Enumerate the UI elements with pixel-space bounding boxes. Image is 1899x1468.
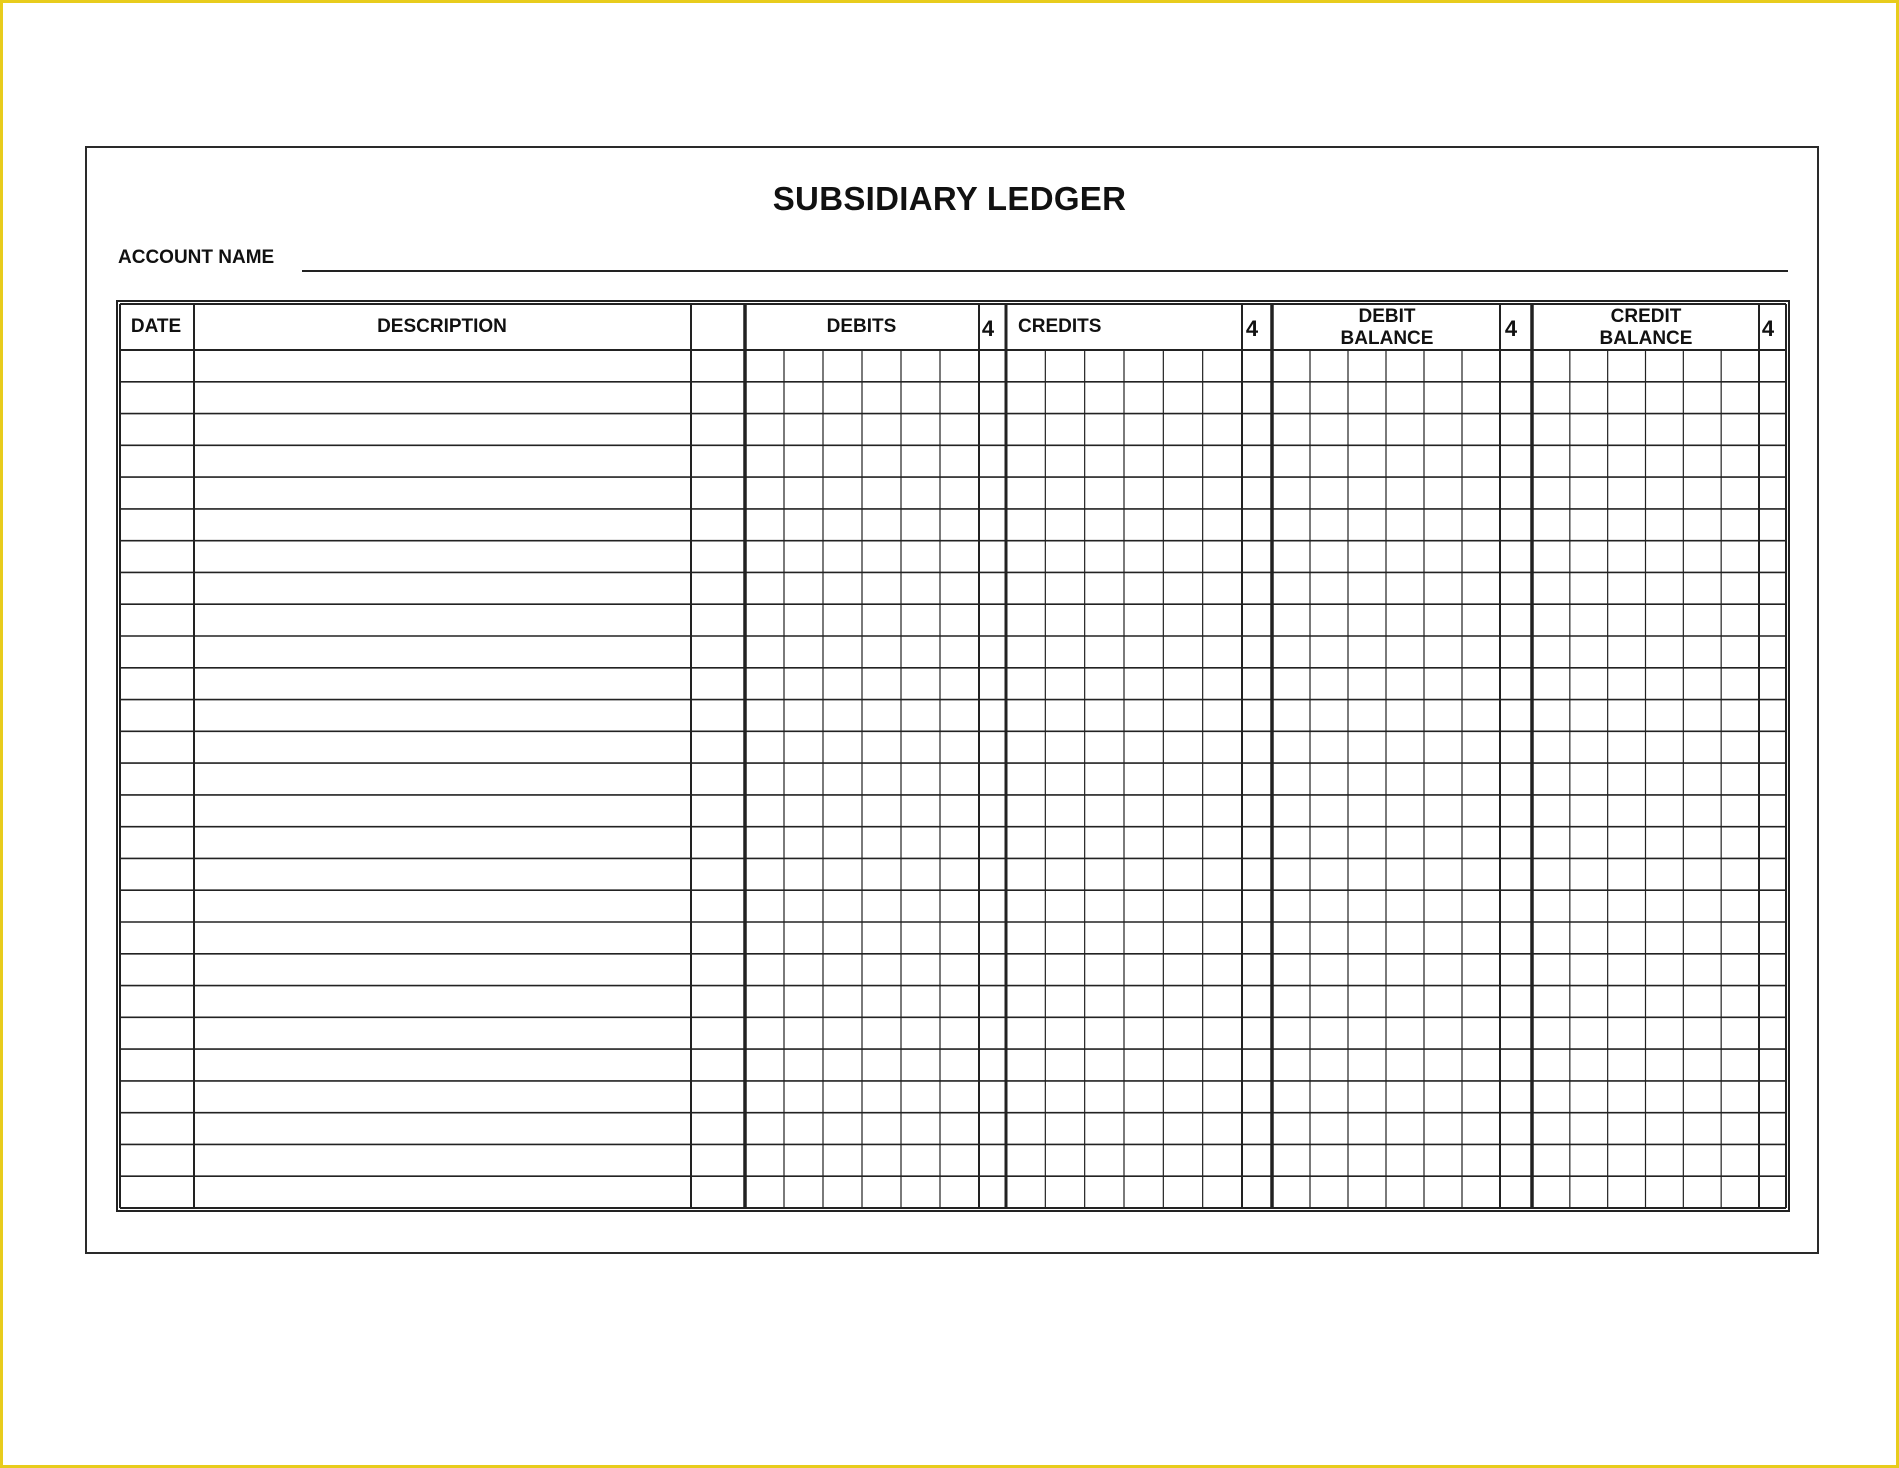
header-credits: CREDITS <box>1018 316 1102 337</box>
credit-balance-check-header: 4 <box>1761 316 1775 341</box>
credits-check-header: 4 <box>1245 316 1259 341</box>
header-credit-balance-line1: CREDIT <box>1610 306 1682 327</box>
header-debit-balance <box>1274 306 1500 350</box>
header-date: DATE <box>130 316 182 337</box>
header-credit-balance <box>1533 306 1759 350</box>
debit-balance-check-header: 4 <box>1504 316 1518 341</box>
header-description: DESCRIPTION <box>377 316 507 337</box>
header-debits: DEBITS <box>826 316 897 337</box>
debits-check-header: 4 <box>981 316 995 341</box>
header-debit-balance-line1: DEBIT <box>1358 306 1416 327</box>
header-credit-balance-line2: BALANCE <box>1599 328 1693 349</box>
header-debit-balance-line2: BALANCE <box>1340 328 1434 349</box>
account-name-label: ACCOUNT NAME <box>118 247 275 268</box>
page-title: SUBSIDIARY LEDGER <box>772 180 1127 217</box>
